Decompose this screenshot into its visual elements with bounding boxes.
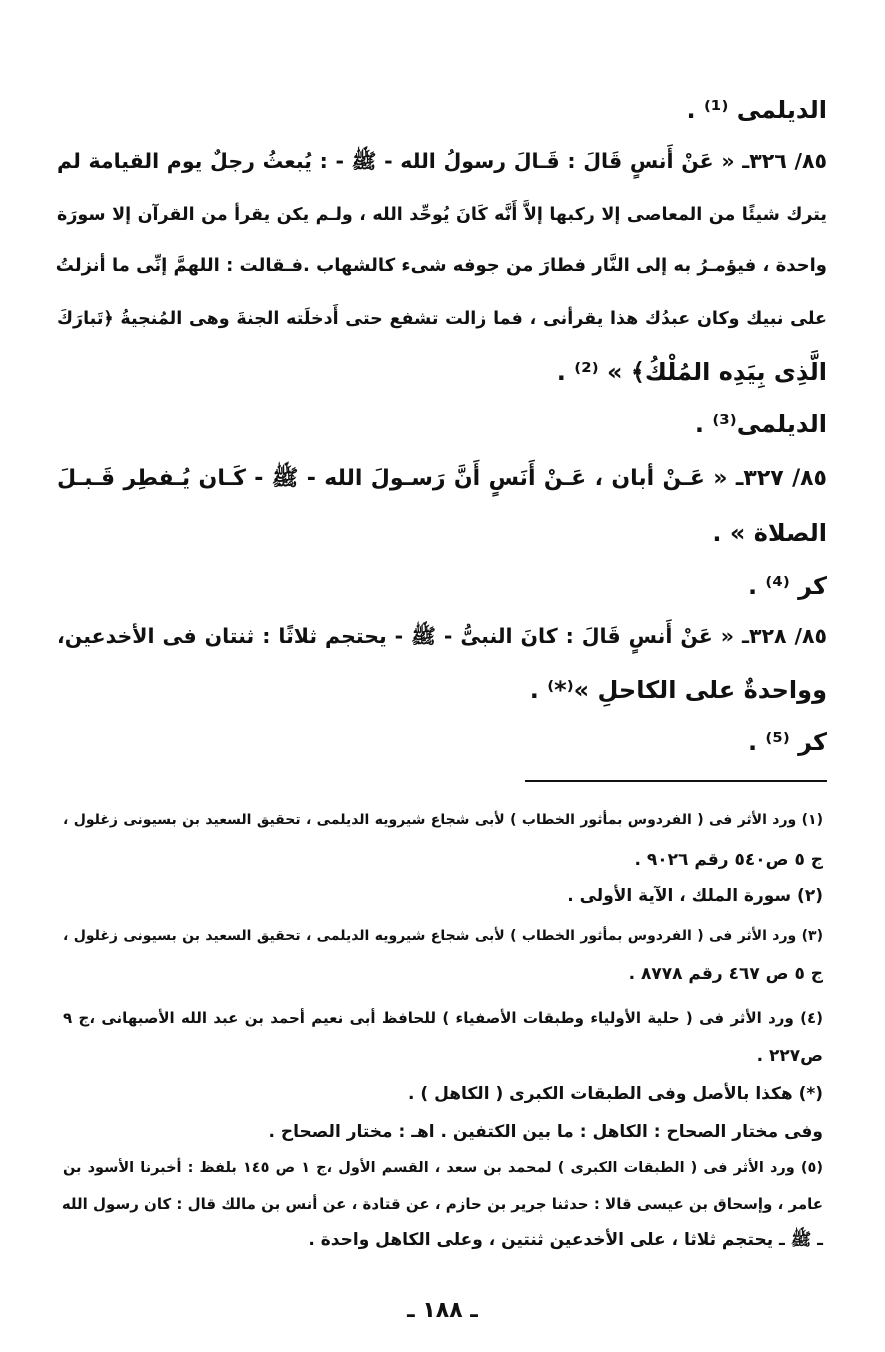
hadith-line: على نبيك وكان عبدُك هذا يقرأنى ، فما زالت تشفع حتى أَدخلَته الجنةَ وهى المُنجيةُ ﴿تَبارَكَ (57, 309, 827, 329)
footnote-separator (525, 780, 827, 782)
footnote-line: (*) هكذا بالأصل وفى الطبقات الكبرى ( الكاهل ) . (408, 1084, 823, 1104)
footnote-line: (٥) ورد الأثر فى ( الطبقات الكبرى ) لمحمد بن سعد ، القسم الأول ،ج ١ ص ١٤٥ بلفظ : أخبرنا الأسود بن (63, 1160, 823, 1176)
hadith-line: ٨٥/ ٣٢٧ـ « عَـنْ أبان ، عَـنْ أَنَسٍ أَنَّ رَسـولَ الله - ﷺ - كَـان يُـفطِر قَـبـلَ (57, 466, 827, 491)
footnote-line: عامر ، وإسحاق بن عيسى قالا : حدثنا جرير بن حازم ، عن قتادة ، عن أنس بن مالك قال : كان رسول الله (61, 1195, 823, 1213)
footnote-line: (٢) سورة الملك ، الآية الأولى . (567, 886, 823, 906)
page-number: ـ ١٨٨ ـ (407, 1298, 478, 1323)
source-line: الديلمى ⁽¹⁾ . (686, 96, 827, 124)
footnote-line: (١) ورد الأثر فى ( الفردوس بمأثور الخطاب ) لأبى شجاع شيرويه الديلمى ، تحقيق السعيد بن بسيونى زغلول ، (63, 812, 823, 828)
footnote-line: (٤) ورد الأثر فى ( حلية الأولياء وطبقات الأصفياء ) للحافظ أبى نعيم أحمد بن عبد الله الأصبهانى ،ج ٩ (63, 1009, 823, 1027)
footnote-line: وفى مختار الصحاح : الكاهل : ما بين الكتفين . اهـ : مختار الصحاح . (268, 1122, 823, 1142)
hadith-line: يترك شيئًا من المعاصى إلا ركبها إلاَّ أَنَّه كَانَ يُوحِّد الله ، ولـم يكن يقرأ من القرآن إلا سورَة (57, 205, 827, 225)
source-line: كر ⁽⁴⁾ . (747, 572, 827, 600)
hadith-line: ٨٥/ ٣٢٦ـ « عَنْ أَنسٍ قَالَ : قَـالَ رسولُ الله - ﷺ - : يُبعثُ رجلٌ يوم القيامة لم (57, 149, 828, 173)
source-line: كر ⁽⁵⁾ . (747, 728, 827, 756)
hadith-line: الصلاة » . (712, 519, 827, 547)
hadith-line: واحدة ، فيؤمـرُ به إلى النَّار فطارَ من جوفه شىء كالشهاب .فـقالت : اللهمَّ إنِّى ما أنزلتُ (55, 255, 827, 276)
footnote-line: ص٢٢٧ . (756, 1046, 823, 1066)
source-line: الديلمى⁽³⁾ . (694, 410, 827, 438)
hadith-line: ٨٥/ ٣٢٨ـ « عَنْ أَنسٍ قَالَ : كانَ النبىُّ - ﷺ - يحتجم ثلاثًا : ثنتان فى الأخدعين، (57, 624, 828, 648)
hadith-line: الَّذِى بِيَدِه المُلْكُ﴾ » ⁽²⁾ . (556, 358, 827, 386)
footnote-line: ج ٥ ص ٤٦٧ رقم ٨٧٧٨ . (628, 964, 823, 984)
footnote-line: (٣) ورد الأثر فى ( الفردوس بمأثور الخطاب ) لأبى شجاع شيرويه الديلمى ، تحقيق السعيد بن بسيونى زغلول ، (63, 928, 823, 944)
footnote-line: ـ ﷺ ـ يحتجم ثلاثا ، على الأخدعين ثنتين ، وعلى الكاهل واحدة . (308, 1230, 823, 1250)
footnote-line: ج ٥ ص٥٤٠ رقم ٩٠٢٦ . (634, 850, 823, 870)
hadith-line: وواحدةٌ على الكاحلِ »⁽*⁾ . (529, 676, 827, 704)
